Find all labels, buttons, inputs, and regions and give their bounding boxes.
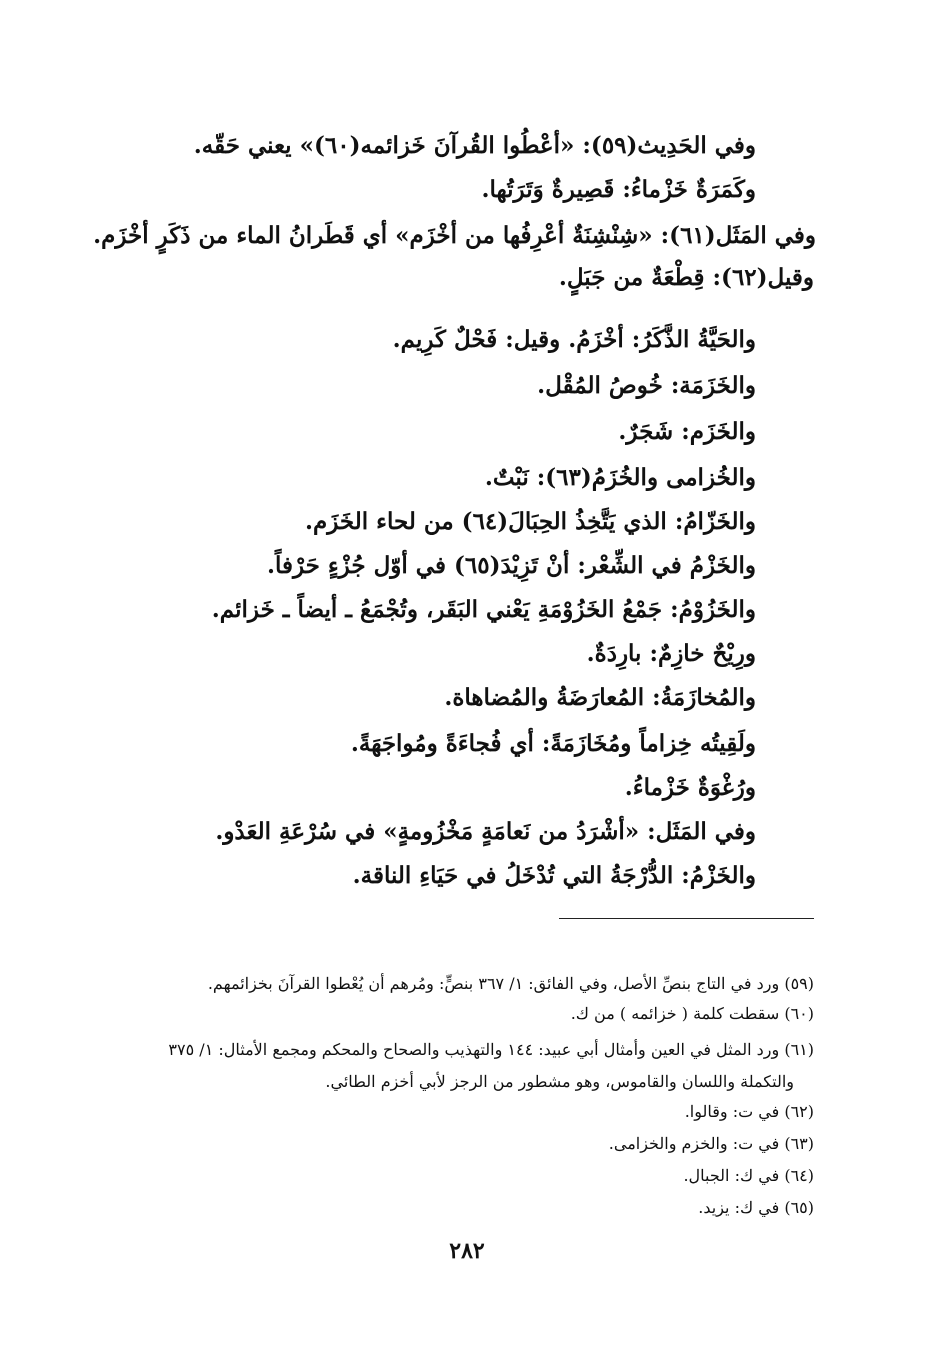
main-text-line: والخَزّامُ: الذي يَتَّخِذُ الحِبَالَ(٦٤) من لحاء الخَزَم. bbox=[304, 508, 756, 535]
main-text-line: ورُغْوَةٌ خَزْماءُ. bbox=[624, 774, 756, 801]
main-text-line: والخَزُوْمُ: جَمْعُ الخَزُوْمَةِ يَعْني البَقَر، وتُجْمَعُ ـ أيضاً ـ خَزائم. bbox=[211, 596, 756, 623]
footnote: (٦٣) في ت: والخزم والخزامى. bbox=[608, 1134, 814, 1153]
main-text-line: والخَزْمُ في الشِّعْر: أنْ تَزِيْدَ(٦٥) في أوّل جُزْءٍ حَرْفاً. bbox=[266, 552, 756, 579]
footnote: (٦٠) سقطت كلمة ( خزائمه ) من ك. bbox=[570, 1004, 814, 1023]
page-number: ٢٨٢ bbox=[449, 1238, 485, 1264]
main-text-line: وقيل(٦٢): قِطْعَةٌ من جَبَلٍ. bbox=[558, 264, 814, 291]
main-text-line: والخَزَمَة: خُوصُ المُقْل. bbox=[537, 372, 756, 399]
footnote-continuation: والتكملة واللسان والقاموس، وهو مشطور من الرجز لأبي أخزم الطائي. bbox=[325, 1072, 794, 1091]
footnote: (٦٥) في ك: يزيد. bbox=[698, 1198, 814, 1217]
main-text-line: وكَمَرَةٌ خَزْماءُ: قَصِيرةٌ وَتَرَتُها. bbox=[481, 176, 756, 203]
footnote: (٦٢) في ت: وقالوا. bbox=[684, 1102, 814, 1121]
main-text-line: ورِيْحٌ خازِمٌ: بارِدَةٌ. bbox=[586, 640, 756, 667]
footnote: (٦٤) في ك: الجبال. bbox=[683, 1166, 814, 1185]
main-text-line: ولَقِيتُه خِزاماً ومُخَازَمَةً: أي فُجاءَةً ومُواجَهَةً. bbox=[350, 730, 756, 757]
main-text-line: والخُزامى والخُزَمُ(٦٣): نَبْتٌ. bbox=[484, 464, 756, 491]
main-text-line: وفي المَثَل(٦١): «شِنْشِنَةٌ أعْرِفُها من أخْزَم» أي قَطَرانُ الماء من ذَكَرٍ أخْزَم. bbox=[93, 222, 816, 249]
main-text-line: والخَزَم: شَجَرٌ. bbox=[618, 418, 756, 445]
main-text-line: والمُخازَمَةُ: المُعارَضَةُ والمُضاهاة. bbox=[444, 684, 756, 711]
main-text-line: والحَيَّةُ الذَّكَرُ: أخْزَمُ. وقيل: فَحْلٌ كَرِيم. bbox=[392, 326, 756, 353]
main-text-line: وفي الحَدِيث(٥٩): «أعْطُوا القُرآنَ خَزائمه(٦٠)» يعني حَقّه. bbox=[193, 132, 756, 159]
main-text-line: والخَزْمُ: الدُّرْجَةُ التي تُدْخَلُ في حَيَاءِ الناقة. bbox=[352, 862, 756, 889]
main-text-line: وفي المَثَل: «أشْرَدُ من نَعامَةٍ مَخْزُومةٍ» في سُرْعَةِ العَدْو. bbox=[215, 818, 756, 845]
footnote: (٥٩) ورد في التاج بنصِّ الأصل، وفي الفائق: ١/ ٣٦٧ بنصٍّ: ومُرهم أن يُعْطوا القرآنَ بخزائمهم. bbox=[207, 974, 814, 993]
footnote-separator bbox=[559, 918, 814, 919]
footnote: (٦١) ورد المثل في العين وأمثال أبي عبيد: ١٤٤ والتهذيب والصحاح والمحكم ومجمع الأمثال: ١/ ٣٧٥ bbox=[168, 1040, 814, 1059]
